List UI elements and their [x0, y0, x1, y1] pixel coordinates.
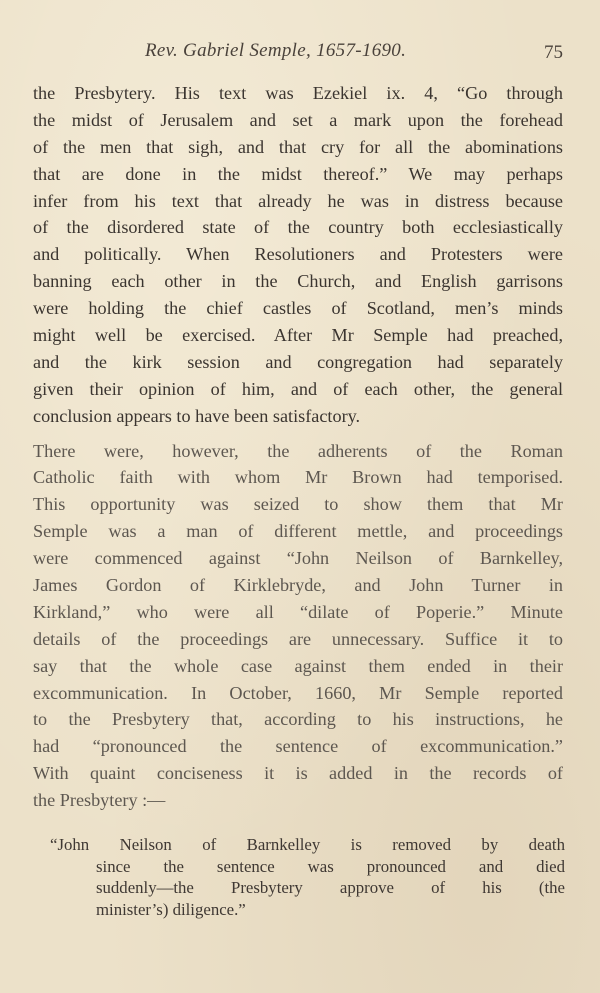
text-line: and politically. When Resolutioners and Protesters were: [33, 244, 563, 265]
text-line: With quaint conciseness it is added in the records of: [33, 763, 563, 784]
running-title: Rev. Gabriel Semple, 1657-1690.: [145, 40, 407, 61]
running-head: [33, 36, 563, 66]
text-line: Semple was a man of different mettle, and proceedings: [33, 521, 563, 542]
text-line: were holding the chief castles of Scotland, men’s minds: [33, 298, 563, 319]
text-line: James Gordon of Kirklebryde, and John Turner in: [33, 575, 563, 596]
body-text: [33, 80, 563, 814]
quote-line: “John Neilson of Barnkelley is removed by death: [50, 835, 565, 854]
text-line: given their opinion of him, and of each other, the general: [33, 378, 563, 399]
text-line: the midst of Jerusalem and set a mark upon the forehead: [33, 109, 563, 130]
text-line: Catholic faith with whom Mr Brown had temporised.: [33, 467, 563, 488]
text-line: This opportunity was seized to show them that Mr: [33, 494, 563, 515]
text-line: banning each other in the Church, and English garrisons: [33, 271, 563, 292]
text-line: were commenced against “John Neilson of Barnkelley,: [33, 548, 563, 569]
text-line: to the Presbytery that, according to his instructions, he: [33, 709, 563, 730]
text-line: conclusion appears to have been satisfactory.: [33, 405, 361, 426]
paragraph-1: [33, 80, 563, 430]
text-line: say that the whole case against them ended in their: [33, 655, 563, 676]
text-line: of the disordered state of the country both ecclesiastically: [33, 217, 563, 238]
block-quote: [50, 834, 565, 920]
text-line: might well be exercised. After Mr Semple had preached,: [33, 325, 563, 346]
text-line: details of the proceedings are unnecessary. Suffice it to: [33, 628, 563, 649]
quote-line: suddenly—the Presbytery approve of his (the: [96, 878, 565, 897]
text-line: had “pronounced the sentence of excommunication.”: [33, 736, 563, 757]
text-line: infer from his text that already he was in distress because: [33, 190, 563, 211]
page-number: 75: [544, 42, 563, 63]
text-line: that are done in the midst thereof.” We may perhaps: [33, 163, 563, 184]
text-line: Kirkland,” who were all “dilate of Poperie.” Minute: [33, 601, 563, 622]
text-line: excommunication. In October, 1660, Mr Semple reported: [33, 682, 563, 703]
text-line: and the kirk session and congregation had separately: [33, 351, 563, 372]
quote-line: minister’s) diligence.”: [96, 899, 246, 919]
paragraph-2: [33, 438, 563, 814]
text-line: of the men that sigh, and that cry for all the abominations: [33, 136, 563, 157]
quote-line: since the sentence was pronounced and died: [96, 856, 565, 876]
text-line: the Presbytery :—: [33, 790, 166, 811]
text-line: the Presbytery. His text was Ezekiel ix. 4, “Go through: [33, 83, 563, 103]
text-line: There were, however, the adherents of the Roman: [33, 440, 563, 461]
